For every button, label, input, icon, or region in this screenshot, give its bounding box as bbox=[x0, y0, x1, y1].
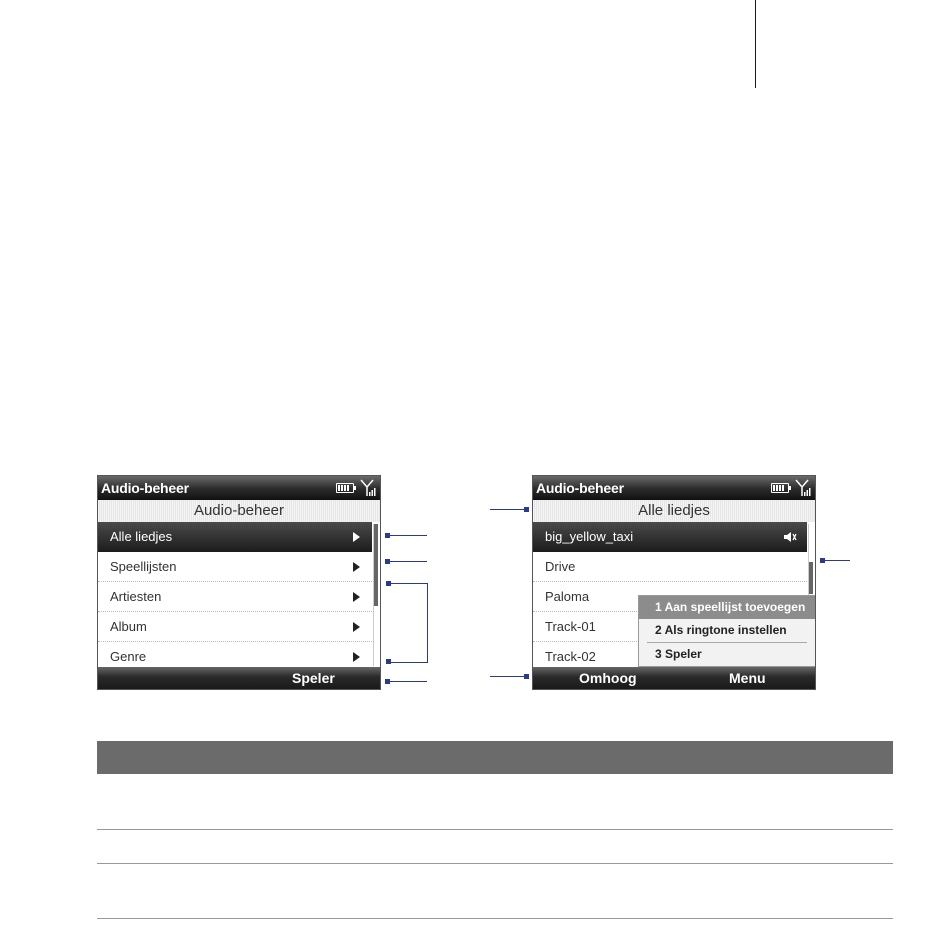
menu-item-player[interactable]: 3 Speler bbox=[655, 647, 702, 661]
phone-screen-all-songs bbox=[532, 475, 816, 690]
title-bar bbox=[98, 476, 380, 500]
song-item[interactable] bbox=[533, 522, 807, 552]
callout-marker bbox=[385, 533, 390, 538]
song-title: big_yellow_taxi bbox=[545, 529, 634, 544]
list-item-all-songs[interactable] bbox=[98, 522, 372, 552]
scrollbar-thumb[interactable] bbox=[374, 524, 378, 606]
song-item[interactable] bbox=[533, 552, 807, 582]
callout-bracket bbox=[389, 583, 428, 663]
callout-line bbox=[490, 509, 528, 510]
list-item-artists[interactable] bbox=[98, 582, 372, 612]
speaker-muted-icon bbox=[783, 531, 797, 543]
signal-icon bbox=[359, 479, 377, 497]
window-title: Audio-beheer bbox=[101, 480, 189, 496]
callout-line bbox=[385, 535, 427, 536]
table-row-divider bbox=[97, 918, 893, 919]
callout-marker bbox=[385, 559, 390, 564]
scrollbar[interactable] bbox=[373, 524, 379, 666]
window-title: Audio-beheer bbox=[536, 480, 624, 496]
table-header bbox=[97, 741, 893, 774]
song-title: Paloma bbox=[545, 589, 590, 604]
callout-marker bbox=[386, 659, 391, 664]
scrollbar-thumb[interactable] bbox=[809, 562, 813, 594]
page-margin-line bbox=[755, 0, 756, 88]
menu-item-set-ringtone[interactable]: 2 Als ringtone instellen bbox=[655, 623, 787, 637]
battery-icon bbox=[336, 483, 354, 493]
song-title: Track-01 bbox=[545, 619, 596, 634]
title-bar bbox=[533, 476, 815, 500]
softkey-bar bbox=[533, 667, 815, 689]
list-item-album[interactable] bbox=[98, 612, 372, 642]
right-softkey[interactable]: Speler bbox=[292, 670, 335, 686]
softkey-bar bbox=[98, 667, 380, 689]
chevron-right-icon bbox=[353, 622, 360, 632]
context-menu bbox=[638, 595, 816, 667]
callout-marker bbox=[524, 507, 529, 512]
song-title: Drive bbox=[545, 559, 576, 574]
list-item-label: Artiesten bbox=[110, 589, 162, 604]
callout-marker bbox=[385, 679, 390, 684]
signal-icon bbox=[794, 479, 812, 497]
callout-marker bbox=[386, 581, 391, 586]
battery-icon bbox=[771, 483, 789, 493]
list-item-label: Album bbox=[110, 619, 147, 634]
chevron-right-icon bbox=[353, 652, 360, 662]
callout-marker bbox=[820, 558, 825, 563]
chevron-right-icon bbox=[353, 562, 360, 572]
list-item-label: Speellijsten bbox=[110, 559, 177, 574]
callout-line bbox=[385, 681, 427, 682]
right-softkey[interactable]: Menu bbox=[729, 670, 766, 686]
callout-line bbox=[385, 561, 427, 562]
menu-item-add-to-playlist[interactable]: 1 Aan speellijst toevoegen bbox=[639, 596, 815, 619]
list-item-label: Alle liedjes bbox=[110, 529, 173, 544]
list-item-label: Genre bbox=[110, 649, 147, 664]
table-row-divider bbox=[97, 829, 893, 830]
screen-subtitle: Alle liedjes bbox=[533, 500, 815, 522]
screen-subtitle: Audio-beheer bbox=[98, 500, 380, 522]
callout-line bbox=[490, 676, 528, 677]
callout-marker bbox=[524, 674, 529, 679]
left-softkey[interactable]: Omhoog bbox=[579, 670, 637, 686]
phone-screen-library bbox=[97, 475, 381, 690]
library-list bbox=[98, 522, 372, 672]
song-title: Track-02 bbox=[545, 649, 596, 664]
chevron-right-icon bbox=[353, 592, 360, 602]
chevron-right-icon bbox=[353, 532, 360, 542]
table-row-divider bbox=[97, 863, 893, 864]
list-item-playlists[interactable] bbox=[98, 552, 372, 582]
